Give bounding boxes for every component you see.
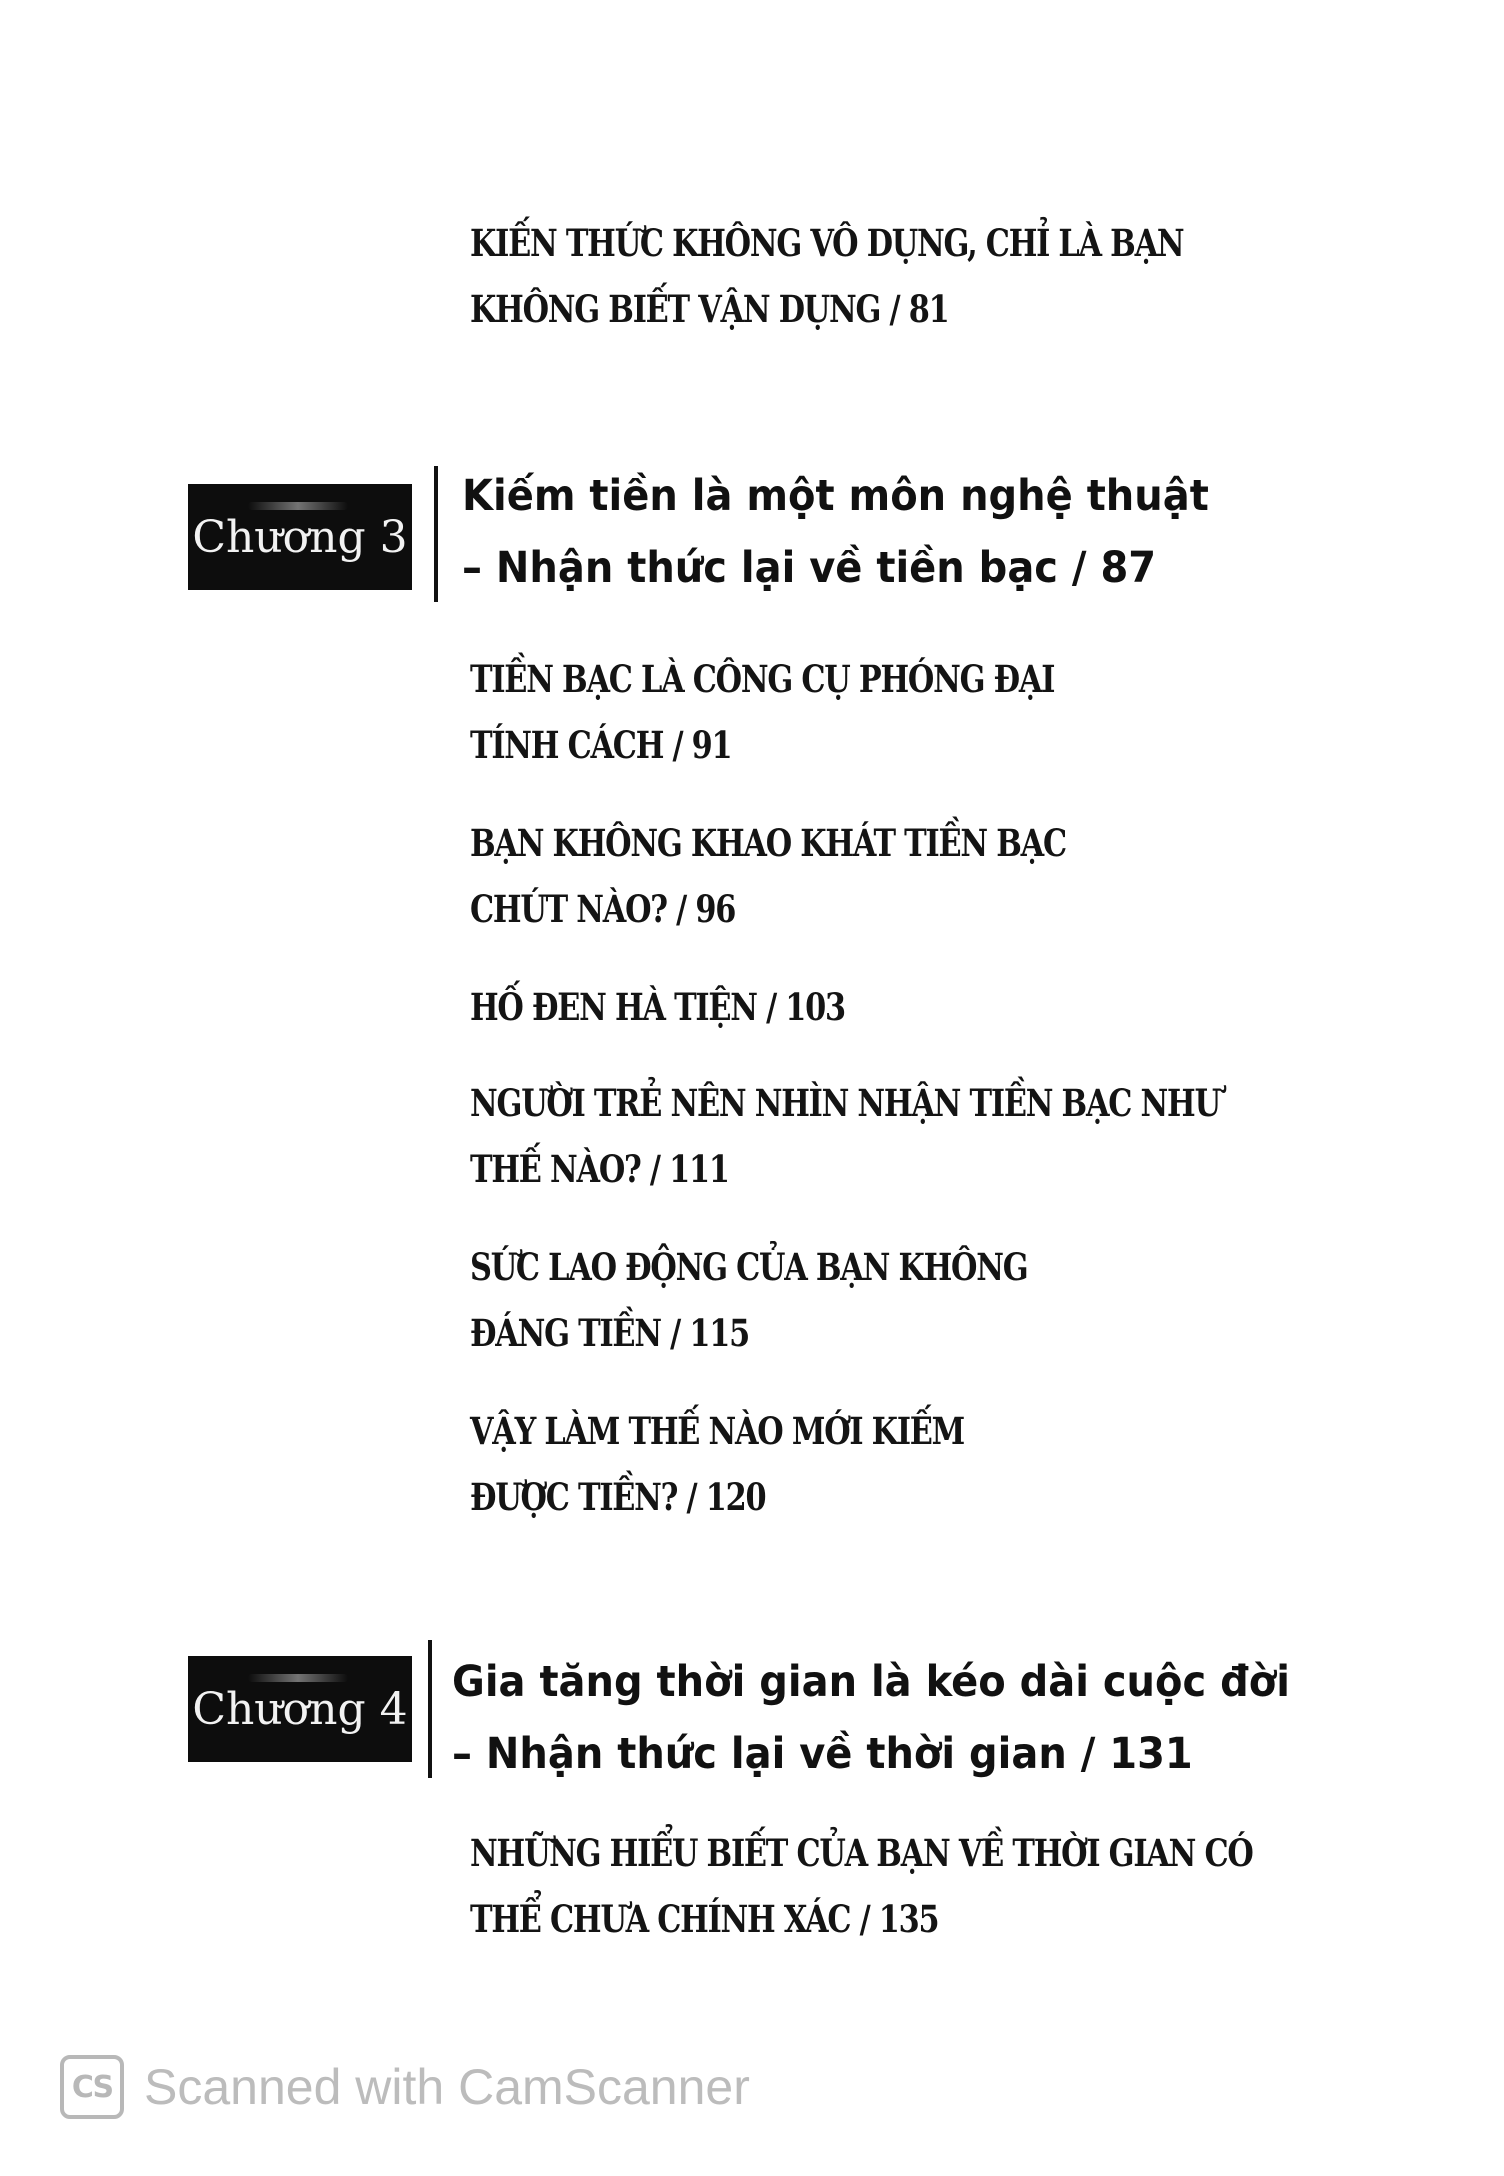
chapter-4-divider <box>428 1640 432 1778</box>
chapter-4-title <box>452 1646 1290 1790</box>
toc-entry-line: KHÔNG BIẾT VẬN DỤNG / 81 <box>470 287 949 331</box>
toc-entry <box>470 646 1126 778</box>
chapter-4-badge <box>188 1656 412 1762</box>
chapter-4-badge-label: Chương 4 <box>192 1683 408 1735</box>
toc-entry <box>470 1398 1126 1530</box>
toc-entry <box>470 1820 1253 1952</box>
toc-entry-line: THẾ NÀO? / 111 <box>470 1147 729 1191</box>
chapter-4-title-line: Gia tăng thời gian là kéo dài cuộc đời <box>452 1657 1290 1707</box>
toc-entry-line: BẠN KHÔNG KHAO KHÁT TIỀN BẠC <box>470 821 1066 865</box>
chapter-3-divider <box>434 466 438 602</box>
toc-entry-line: HỐ ĐEN HÀ TIỆN / 103 <box>470 985 845 1029</box>
toc-entry-line: THỂ CHƯA CHÍNH XÁC / 135 <box>470 1897 939 1941</box>
toc-entry-line: TIỀN BẠC LÀ CÔNG CỤ PHÓNG ĐẠI <box>470 657 1055 701</box>
toc-entry-line: KIẾN THỨC KHÔNG VÔ DỤNG, CHỈ LÀ BẠN <box>470 221 1184 265</box>
chapter-3-badge-label: Chương 3 <box>192 511 408 563</box>
chapter-3-title-line: – Nhận thức lại về tiền bạc / 87 <box>462 543 1157 593</box>
chapter-4-title-line: – Nhận thức lại về thời gian / 131 <box>452 1729 1193 1779</box>
toc-entry-line: ĐÁNG TIỀN / 115 <box>470 1311 749 1355</box>
toc-entry <box>470 1070 1220 1202</box>
watermark-text: Scanned with CamScanner <box>144 2059 750 2115</box>
toc-entry-line: NGƯỜI TRẺ NÊN NHÌN NHẬN TIỀN BẠC NHƯ <box>470 1081 1220 1125</box>
toc-entry-line: TÍNH CÁCH / 91 <box>470 723 732 767</box>
camscanner-logo-icon: CS <box>60 2055 124 2119</box>
toc-entry-line: CHÚT NÀO? / 96 <box>470 887 736 931</box>
toc-entry-line: NHỮNG HIỂU BIẾT CỦA BẠN VỀ THỜI GIAN CÓ <box>470 1831 1253 1875</box>
chapter-3-badge <box>188 484 412 590</box>
toc-entry <box>470 810 1126 942</box>
toc-entry <box>470 210 1184 342</box>
chapter-3-title <box>462 460 1209 604</box>
toc-entry-line: SỨC LAO ĐỘNG CỦA BẠN KHÔNG <box>470 1245 1028 1289</box>
toc-entry-line: VẬY LÀM THẾ NÀO MỚI KIẾM <box>470 1409 965 1453</box>
chapter-3-title-line: Kiếm tiền là một môn nghệ thuật <box>462 471 1209 521</box>
scanner-watermark <box>60 2052 750 2122</box>
toc-entry-line: ĐƯỢC TIỀN? / 120 <box>470 1475 766 1519</box>
toc-entry <box>470 1234 1126 1366</box>
toc-entry <box>470 974 1126 1040</box>
